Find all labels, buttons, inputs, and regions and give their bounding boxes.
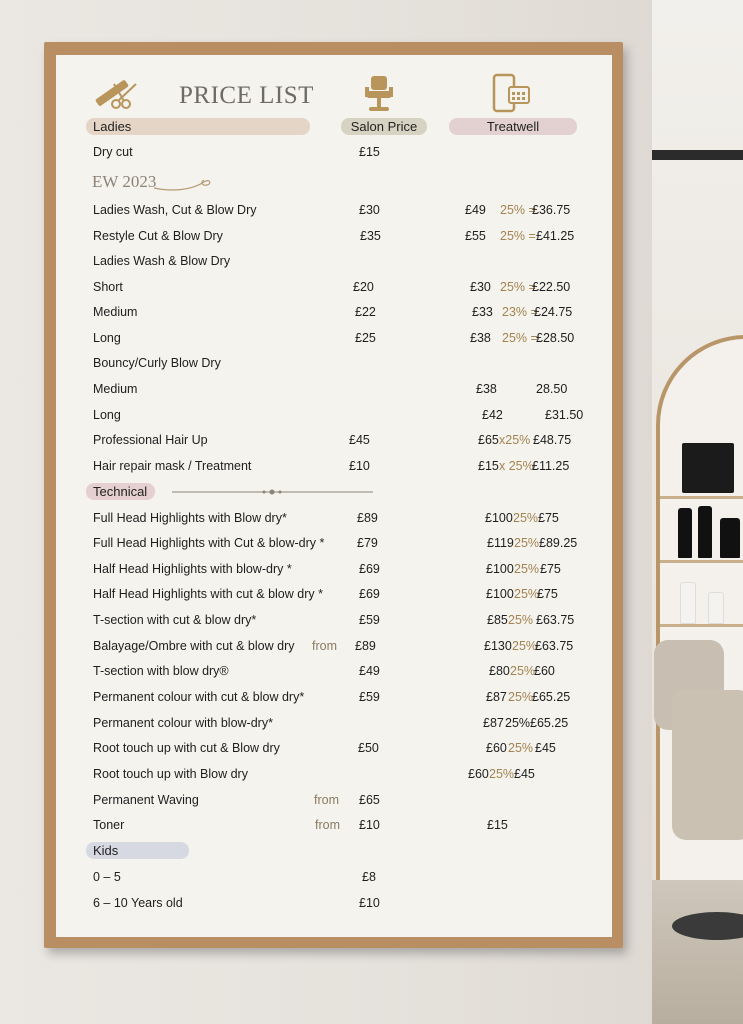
discounted-price: £75 [540, 562, 561, 576]
product-box [682, 443, 734, 493]
salon-price: £10 [359, 896, 380, 910]
discount-pct: 25% [508, 690, 534, 704]
salon-price: £49 [359, 664, 380, 678]
treatwell-price: £65 [478, 433, 499, 447]
service-label: Balayage/Ombre with cut & blow dry [93, 639, 295, 653]
service-label: Long [93, 331, 121, 345]
service-label: Half Head Highlights with blow-dry * [93, 562, 292, 576]
discount-pct: 25% = [502, 331, 538, 345]
discount-pct: 25% [508, 741, 534, 755]
shelf [660, 624, 743, 627]
discounted-price: £31.50 [545, 408, 584, 422]
discounted-price: £89.25 [539, 536, 578, 550]
discount-pct: 23% = [502, 305, 538, 319]
service-label: Long [93, 408, 121, 422]
discounted-price: £28.50 [536, 331, 575, 345]
discount-pct: 25% [512, 639, 538, 653]
kids-header: Kids [86, 842, 189, 859]
salon-price: £59 [359, 690, 380, 704]
discount-pct: 25% [505, 716, 531, 730]
salon-price: £20 [353, 280, 374, 294]
service-label: Permanent Waving [93, 793, 199, 807]
discounted-price: £24.75 [534, 305, 573, 319]
treatwell-price: £87 [486, 690, 507, 704]
service-label: Medium [93, 382, 138, 396]
discount-pct: 25% = [500, 229, 536, 243]
service-label: Root touch up with cut & Blow dry [93, 741, 280, 755]
flourish-divider [152, 174, 214, 194]
service-label: Dry cut [93, 145, 133, 159]
discounted-price: £45 [514, 767, 535, 781]
phone-calendar-icon [492, 73, 532, 115]
treatwell-price: £85 [487, 613, 508, 627]
salon-price: £65 [359, 793, 380, 807]
product-bottle [708, 592, 724, 624]
discount-pct: 25% = [500, 203, 536, 217]
treatwell-price: £100 [486, 587, 514, 601]
salon-price: £25 [355, 331, 376, 345]
section-ew-2023: EW 2023 [92, 172, 157, 191]
treatwell-price: £33 [472, 305, 493, 319]
treatwell-price: £38 [470, 331, 491, 345]
service-label: 6 – 10 Years old [93, 896, 183, 910]
technical-header: Technical [86, 483, 155, 500]
background-salon [652, 0, 743, 1024]
discount-pct: 25% [489, 767, 515, 781]
salon-chair-icon [362, 74, 396, 114]
discounted-price: £11.25 [532, 459, 570, 473]
page-title: PRICE LIST [179, 82, 314, 109]
treatwell-price: £38 [476, 382, 497, 396]
salon-price: £79 [357, 536, 378, 550]
from-label: from [314, 793, 339, 807]
treatwell-price: £130 [484, 639, 512, 653]
discounted-price: £75 [538, 511, 559, 525]
service-label: Short [93, 280, 123, 294]
discounted-price: £63.75 [535, 639, 574, 653]
salon-price: £50 [358, 741, 379, 755]
service-label: Toner [93, 818, 125, 832]
service-label: Permanent colour with cut & blow dry* [93, 690, 305, 704]
discounted-price: £65.25 [530, 716, 569, 730]
service-label: Full Head Highlights with Blow dry* [93, 511, 287, 525]
discount-pct: 25% [514, 587, 540, 601]
service-label: T-section with blow dry® [93, 664, 229, 678]
shelf [660, 496, 743, 499]
ladies-header: Ladies [86, 118, 310, 135]
treatwell-price: £15 [487, 818, 508, 832]
discounted-price: £22.50 [532, 280, 571, 294]
discount-pct: 25% [514, 536, 540, 550]
salon-price: £59 [359, 613, 380, 627]
discount-pct: 25% [513, 511, 539, 525]
discounted-price: £65.25 [532, 690, 571, 704]
discount-pct: 25% [508, 613, 534, 627]
salon-price: £69 [359, 562, 380, 576]
service-label: Professional Hair Up [93, 433, 208, 447]
discounted-price: £45 [535, 741, 556, 755]
salon-chair [672, 690, 743, 840]
treatwell-price: £30 [470, 280, 491, 294]
salon-price: £10 [359, 818, 380, 832]
treatwell-price: £42 [482, 408, 503, 422]
discount-pct: x25% [499, 433, 531, 447]
salon-price: £45 [349, 433, 370, 447]
comb-scissors-icon [92, 74, 142, 114]
salon-price: £8 [362, 870, 376, 884]
treatwell-price: £100 [486, 562, 514, 576]
service-label: Permanent colour with blow-dry* [93, 716, 273, 730]
product-bottle [678, 508, 692, 558]
service-label: Full Head Highlights with Cut & blow-dry * [93, 536, 325, 550]
service-label: Root touch up with Blow dry [93, 767, 248, 781]
discounted-price: 28.50 [536, 382, 568, 396]
service-label: Half Head Highlights with cut & blow dry * [93, 587, 323, 601]
product-bottle [720, 518, 740, 558]
discounted-price: £48.75 [533, 433, 572, 447]
salon-price: £30 [359, 203, 380, 217]
service-label: 0 – 5 [93, 870, 121, 884]
service-label: Medium [93, 305, 138, 319]
service-label: T-section with cut & blow dry* [93, 613, 257, 627]
treatwell-price: £100 [485, 511, 513, 525]
treatwell-price: £80 [489, 664, 510, 678]
shelf [660, 560, 743, 563]
treatwell-price: £49 [465, 203, 486, 217]
discount-pct: 25% [510, 664, 536, 678]
service-label: Hair repair mask / Treatment [93, 459, 252, 473]
salon-price: £15 [359, 145, 380, 159]
salon-price: £89 [355, 639, 376, 653]
treatwell-price: £15 [478, 459, 499, 473]
service-label: Ladies Wash & Blow Dry [93, 254, 231, 268]
ornament-divider [170, 486, 375, 498]
floor [652, 880, 743, 1024]
salon-price: £69 [359, 587, 380, 601]
discount-pct: 25% [514, 562, 540, 576]
service-label: Ladies Wash, Cut & Blow Dry [93, 203, 257, 217]
salon-price: £10 [349, 459, 370, 473]
discounted-price: £41.25 [536, 229, 575, 243]
treatwell-price: £87 [483, 716, 504, 730]
discount-pct: 25% = [500, 280, 536, 294]
salon-price: £89 [357, 511, 378, 525]
salon-price: £22 [355, 305, 376, 319]
ceiling-rail [652, 150, 743, 160]
treatwell-price: £55 [465, 229, 486, 243]
product-bottle [680, 582, 696, 624]
discounted-price: £36.75 [532, 203, 571, 217]
service-label: Bouncy/Curly Blow Dry [93, 356, 221, 370]
from-label: from [315, 818, 340, 832]
discount-pct: x 25% [499, 459, 534, 473]
discounted-price: £60 [534, 664, 555, 678]
salon-price-header: Salon Price [341, 118, 427, 135]
treatwell-price: £60 [486, 741, 507, 755]
treatwell-price: £119 [487, 536, 514, 550]
discounted-price: £63.75 [536, 613, 575, 627]
treatwell-price: £60 [468, 767, 489, 781]
salon-price: £35 [360, 229, 381, 243]
service-label: Restyle Cut & Blow Dry [93, 229, 223, 243]
product-bottle [698, 506, 712, 558]
treatwell-header: Treatwell [449, 118, 577, 135]
from-label: from [312, 639, 337, 653]
discounted-price: £75 [537, 587, 558, 601]
